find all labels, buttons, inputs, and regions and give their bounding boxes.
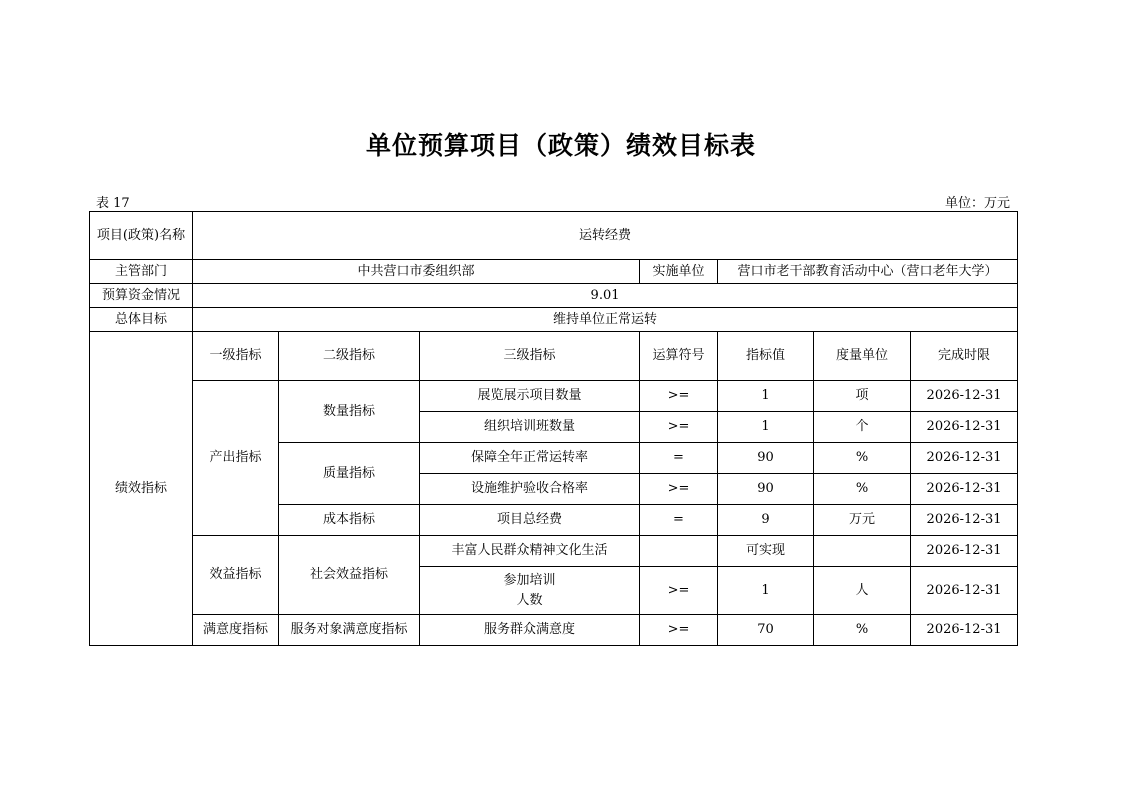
perf-label: 绩效指标 [90, 332, 193, 646]
group-social: 社会效益指标 [279, 536, 420, 615]
indicator-deadline: 2026-12-31 [911, 381, 1018, 412]
indicator-operator: >= [640, 381, 718, 412]
indicator-deadline: 2026-12-31 [911, 615, 1018, 646]
page-title: 单位预算项目（政策）绩效目标表 [365, 131, 756, 160]
budget-value: 9.01 [193, 284, 1018, 308]
indicator-unit: 人 [814, 567, 911, 615]
impl-value: 营口市老干部教育活动中心（营口老年大学） [718, 260, 1018, 284]
indicator-value: 90 [718, 443, 814, 474]
group-service: 服务对象满意度指标 [279, 615, 420, 646]
indicator-deadline: 2026-12-31 [911, 505, 1018, 536]
indicator-unit: % [814, 474, 911, 505]
dept-row [90, 260, 1018, 284]
table-row [90, 381, 1018, 412]
indicator-operator: >= [640, 567, 718, 615]
header-unit: 度量单位 [814, 332, 911, 381]
group-benefit: 效益指标 [193, 536, 279, 615]
impl-label: 实施单位 [640, 260, 718, 284]
dept-label: 主管部门 [90, 260, 193, 284]
table-row [90, 615, 1018, 646]
unit-label: 单位：万元 [944, 196, 1010, 211]
indicator-unit: % [814, 443, 911, 474]
group-satisfaction: 满意度指标 [193, 615, 279, 646]
table-number: 表 17 [96, 196, 130, 211]
header-deadline: 完成时限 [911, 332, 1018, 381]
indicator-deadline: 2026-12-31 [911, 474, 1018, 505]
table-row [90, 536, 1018, 567]
indicator-name: 丰富人民群众精神文化生活 [420, 536, 640, 567]
project-label: 项目(政策)名称 [90, 212, 193, 260]
header-row [90, 332, 1018, 381]
dept-value: 中共营口市委组织部 [193, 260, 640, 284]
project-row [90, 212, 1018, 260]
indicator-name: 服务群众满意度 [420, 615, 640, 646]
indicator-value: 90 [718, 474, 814, 505]
indicator-name: 参加培训人数 [420, 567, 640, 615]
indicator-value: 1 [718, 567, 814, 615]
indicator-operator: >= [640, 474, 718, 505]
header-value: 指标值 [718, 332, 814, 381]
indicator-operator [640, 536, 718, 567]
header-operator: 运算符号 [640, 332, 718, 381]
indicator-value: 1 [718, 381, 814, 412]
goal-row [90, 308, 1018, 332]
indicator-value: 70 [718, 615, 814, 646]
budget-label: 预算资金情况 [90, 284, 193, 308]
group-quantity: 数量指标 [279, 381, 420, 443]
indicator-operator: = [640, 505, 718, 536]
group-cost: 成本指标 [279, 505, 420, 536]
header-level2: 二级指标 [279, 332, 420, 381]
indicator-deadline: 2026-12-31 [911, 412, 1018, 443]
indicator-unit: 万元 [814, 505, 911, 536]
header-level1: 一级指标 [193, 332, 279, 381]
indicator-unit [814, 536, 911, 567]
indicator-unit: 项 [814, 381, 911, 412]
indicator-deadline: 2026-12-31 [911, 443, 1018, 474]
goal-label: 总体目标 [90, 308, 193, 332]
indicator-operator: >= [640, 615, 718, 646]
indicator-name: 保障全年正常运转率 [420, 443, 640, 474]
header-level3: 三级指标 [420, 332, 640, 381]
indicator-value: 1 [718, 412, 814, 443]
indicator-value: 可实现 [718, 536, 814, 567]
budget-row [90, 284, 1018, 308]
indicator-deadline: 2026-12-31 [911, 567, 1018, 615]
goal-value: 维持单位正常运转 [193, 308, 1018, 332]
indicator-operator: = [640, 443, 718, 474]
group-output: 产出指标 [193, 381, 279, 536]
indicator-name: 展览展示项目数量 [420, 381, 640, 412]
indicator-unit: % [814, 615, 911, 646]
indicator-unit: 个 [814, 412, 911, 443]
project-value: 运转经费 [193, 212, 1018, 260]
indicator-name: 项目总经费 [420, 505, 640, 536]
group-quality: 质量指标 [279, 443, 420, 505]
performance-table [89, 211, 1018, 646]
indicator-name: 设施维护验收合格率 [420, 474, 640, 505]
indicator-name: 组织培训班数量 [420, 412, 640, 443]
indicator-value: 9 [718, 505, 814, 536]
indicator-deadline: 2026-12-31 [911, 536, 1018, 567]
indicator-operator: >= [640, 412, 718, 443]
